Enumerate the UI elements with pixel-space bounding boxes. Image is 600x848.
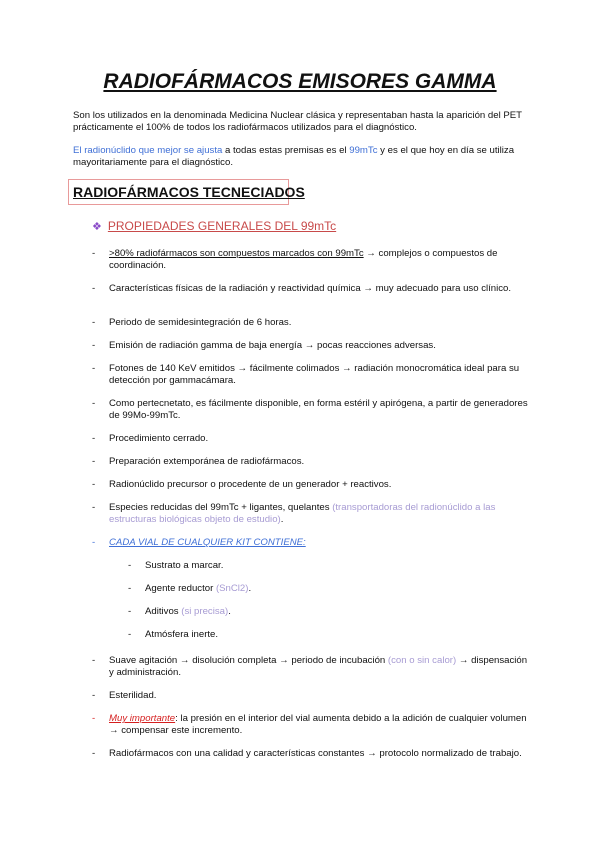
sub-item-text: Aditivos: [145, 606, 182, 617]
dash-bullet: -: [92, 690, 96, 701]
dash-bullet: -: [92, 398, 96, 409]
item-text: Características físicas de la radiación y reactividad química → muy adecuado para uso clínico.: [109, 283, 512, 294]
note-text: (SnCl2): [215, 583, 249, 594]
section-heading-box: [68, 179, 305, 205]
sub-item-end: .: [248, 583, 252, 594]
sub-item-text: Agente reductor: [145, 583, 216, 594]
item-text: Procedimiento cerrado.: [109, 433, 209, 444]
item-text-end: → dispensación y administración.: [109, 655, 528, 678]
item-text: Radiofármacos con una calidad y características constantes → protocolo normalizado de trabajo.: [109, 748, 522, 759]
subsection-heading: [92, 219, 336, 233]
item-text: Preparación extemporánea de radiofármacos.: [109, 456, 305, 467]
highlight-phrase: El radionúclido que mejor se ajusta: [73, 145, 223, 156]
item-text: → complejos o compuestos de coordinación.: [109, 248, 498, 271]
dash-bullet: -: [128, 583, 132, 594]
dash-bullet: -: [92, 655, 96, 666]
sub-item-end: .: [228, 606, 231, 617]
diamond-bullet-icon: ❖: [92, 221, 102, 233]
dash-bullet: -: [128, 560, 132, 571]
dash-bullet: -: [92, 748, 96, 759]
dash-bullet: -: [92, 433, 96, 444]
kit-contents-link[interactable]: CADA VIAL DE CUALQUIER KIT CONTIENE:: [109, 537, 306, 548]
dash-bullet: -: [128, 606, 132, 617]
section-title: RADIOFÁRMACOS TECNECIADOS: [73, 184, 305, 200]
note-text: (transportadoras del radionúclido a las estructuras biológicas objeto de estudio): [109, 502, 496, 525]
item-text: Como pertecnetato, es fácilmente disponible, en forma estéril y apirógena, a partir de generadores de 99Mo-99mTc.: [109, 398, 528, 421]
dash-bullet: -: [92, 479, 96, 490]
note-text: (con o sin calor): [387, 655, 457, 666]
dash-bullet: -: [92, 340, 96, 351]
dash-bullet: -: [92, 537, 96, 548]
intro-paragraph: Son los utilizados en la denominada Medicina Nuclear clásica y representaban hasta la aparición del PET prácticamente el 100% de todos los radiofármacos utilizados para el diagnóstico.: [73, 110, 522, 133]
item-text: Radionúclido precursor o procedente de un generador + reactivos.: [109, 479, 392, 490]
item-text: Fotones de 140 KeV emitidos → fácilmente colimados → radiación monocromática ideal para su detección por gammacámara.: [109, 363, 520, 386]
item-text-end: .: [280, 514, 284, 525]
dash-bullet: -: [92, 283, 96, 294]
dash-bullet: -: [92, 363, 96, 374]
item-text: Especies reducidas del 99mTc + ligantes, quelantes: [109, 502, 333, 513]
underlined-text: >80% radiofármacos son compuestos marcados con 99mTc: [109, 248, 364, 259]
document-title: RADIOFÁRMACOS EMISORES GAMMA: [103, 70, 497, 93]
dash-bullet: -: [92, 248, 96, 259]
dash-bullet: -: [128, 629, 132, 640]
item-text: Emisión de radiación gamma de baja energía → pocas reacciones adversas.: [109, 340, 436, 351]
intro-paragraph-2: [73, 145, 533, 169]
item-text: Periodo de semidesintegración de 6 horas.: [109, 317, 292, 328]
text-run: y es el que hoy en día se utiliza mayoritariamente para el diagnóstico.: [73, 145, 515, 168]
dash-bullet: -: [92, 502, 96, 513]
highlight-isotope: 99mTc: [349, 145, 378, 156]
dash-bullet: -: [92, 456, 96, 467]
text-run: a todas estas premisas es el: [222, 145, 350, 156]
dash-bullet: -: [92, 713, 96, 724]
sub-item-text: Sustrato a marcar.: [145, 560, 224, 571]
item-text: Esterilidad.: [109, 690, 157, 701]
sub-item-text: Atmósfera inerte.: [145, 629, 219, 640]
item-text: Suave agitación → disolución completa → periodo de incubación: [109, 655, 388, 666]
item-text: : la presión en el interior del vial aumenta debido a la adición de cualquier volumen → compensar este incremento.: [109, 713, 527, 736]
important-label: Muy importante: [109, 713, 176, 724]
dash-bullet: -: [92, 317, 96, 328]
note-text: (si precisa): [181, 606, 229, 617]
subsection-title: PROPIEDADES GENERALES DEL 99mTc: [107, 219, 337, 233]
